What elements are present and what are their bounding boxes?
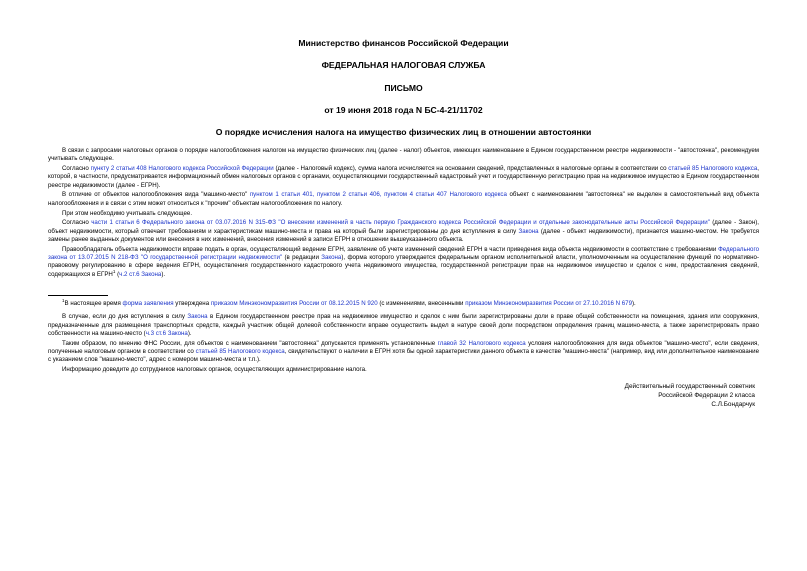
paragraph-9: Информацию доведите до сотрудников налоговых органов, осуществляющих администрирование налога. bbox=[62, 366, 367, 374]
link-law[interactable]: Закона bbox=[187, 313, 208, 321]
paragraph-1: В связи с запросами налоговых органов о порядке налогообложения налогом на имущество физических лиц (далее - налог) объектов, имеющих наименование в Едином государственном реестре недвижимости - "автостоянка", рекомендуем учитывать следующее. bbox=[48, 147, 759, 163]
link-order-679[interactable]: приказом Минэкономразвития России от 27.10.2016 N 679 bbox=[465, 299, 632, 307]
signature-title-1: Действительный государственный советник bbox=[624, 383, 755, 391]
link-law-218fz[interactable]: Федерального закона от 13.07.2015 N 218-ФЗ "О государственной регистрации недвижимости" bbox=[48, 245, 759, 262]
link-application-form[interactable]: форма заявления bbox=[122, 299, 174, 307]
service-title: ФЕДЕРАЛЬНАЯ НАЛОГОВАЯ СЛУЖБА bbox=[321, 60, 486, 70]
text: (далее - Налоговый кодекс), сумма налога исчисляется на основании сведений, представленных в налоговые органы в соответствии со bbox=[273, 165, 669, 173]
link-law[interactable]: Закона bbox=[321, 254, 342, 262]
link-law[interactable]: Закона bbox=[518, 227, 539, 235]
link-art401-406-407[interactable]: пунктом 1 статьи 401, пунктом 2 статьи 406, пунктом 4 статьи 407 Налогового кодекса bbox=[249, 191, 507, 199]
link-art85[interactable]: статьей 85 Налогового кодекса bbox=[195, 347, 285, 355]
ministry-title: Министерство финансов Российской Федерации bbox=[298, 38, 509, 48]
text: ), форма которого утверждается федеральным органом исполнительной власти, уполномоченным на осуществление функций по нормативно-правовому регулированию в сфере ведения ЕГРН, осуществления государственного кадастрового учета недвижимого имущества, государственной регистрации прав на недвижимое имущество и сделок с ним, предоставления сведений, содержащихся в ЕГРН bbox=[48, 254, 759, 278]
text: утверждена bbox=[173, 299, 211, 307]
doc-date-number: от 19 июня 2018 года N БС-4-21/11702 bbox=[324, 105, 483, 115]
signature-title-2: Российской Федерации 2 класса bbox=[658, 392, 755, 400]
text: объект с наименованием "автостоянка" не выделен в самостоятельный вид объекта налогообложения и в связи с этим может относиться к "прочим" объектам налогообложения по налогу. bbox=[48, 191, 760, 207]
text: Согласно bbox=[62, 219, 92, 227]
text: ). bbox=[161, 270, 166, 278]
doc-subject: О порядке исчисления налога на имущество физических лиц в отношении автостоянки bbox=[215, 127, 592, 137]
signature-name: С.Л.Бондарчук bbox=[711, 401, 755, 409]
text: Таким образом, по мнению ФНС России, для объектов с наименованием "автостоянка" допускается применять установленные bbox=[62, 339, 438, 347]
footnote-number: 1 bbox=[62, 297, 65, 303]
link-art85[interactable]: статьей 85 Налогового кодекса bbox=[668, 165, 758, 173]
text: , которой, в частности, предусматривается информационный обмен налоговых органов с органами, осуществляющими государственный кадастровый учет и государственную регистрацию прав на недвижимое имущество в Едином государственном реестре недвижимости (далее - ЕГРН). bbox=[48, 165, 759, 189]
link-ch3-st6[interactable]: ч.3 ст.6 Закона bbox=[145, 329, 188, 337]
text: (далее - объект недвижимости), признается машино-местом. Не требуется замены ранее выданных документов или внесения в них изменений, внесения изменений в записи ЕГРН в отношении вышеуказанного объекта. bbox=[48, 227, 759, 243]
paragraph-2 bbox=[48, 165, 759, 190]
text: ). bbox=[632, 299, 636, 307]
paragraph-7 bbox=[48, 313, 759, 338]
text: (в редакции bbox=[282, 254, 322, 262]
link-chapter-32[interactable]: главой 32 Налогового кодекса bbox=[437, 339, 526, 347]
doc-type-title: ПИСЬМО bbox=[384, 83, 423, 93]
text: Согласно bbox=[62, 165, 91, 173]
text: условия налогообложения для вида объектов "машино-место", если сведения, полученные налоговым органом в соответствии со bbox=[48, 339, 759, 355]
text: (далее - Закон), объект недвижимости, который отвечает требованиям и характеристикам машино-места и права на который были зарегистрированы до дня вступления в силу bbox=[48, 219, 759, 235]
paragraph-8 bbox=[48, 340, 759, 365]
paragraph-3 bbox=[48, 191, 759, 208]
footnote-separator bbox=[48, 295, 108, 296]
text: В случае, если до дня вступления в силу bbox=[62, 313, 188, 321]
text: в Едином государственном реестре прав на недвижимое имущество и сделок с ним были зарегистрированы доли в праве общей собственности на помещения, здания или сооружения, предназначенные для размещения транспортных средств, каждый участник общей долевой собственности вправе осуществить выдел в натуре своей доли посредством определения границ машино-места, а также зарегистрировать право собственности на машино-место ( bbox=[48, 313, 759, 337]
signature-block bbox=[48, 382, 759, 409]
text: В настоящее время bbox=[64, 299, 123, 307]
paragraph-4: При этом необходимо учитывать следующее. bbox=[62, 209, 193, 217]
link-art408-p2[interactable]: пункту 2 статьи 408 Налогового кодекса Российской Федерации bbox=[90, 165, 274, 173]
footnote-ref[interactable]: 1 bbox=[112, 268, 116, 274]
text: Правообладатель объекта недвижимости вправе подать в орган, осуществляющий ведение ЕГРН, заявление об учете изменений сведений ЕГРН в части приведения вида объекта недвижимости в соответствие с требованиями bbox=[62, 245, 719, 253]
text: ( bbox=[115, 270, 120, 278]
footnote bbox=[48, 297, 759, 308]
paragraph-5 bbox=[48, 219, 759, 244]
link-law-315fz[interactable]: части 1 статьи 6 Федерального закона от 03.07.2016 N 315-ФЗ "О внесении изменений в часть первую Гражданского кодекса Российской Федерации и отдельные законодательные акты Российской Федерации" bbox=[91, 219, 710, 227]
link-order-920[interactable]: приказом Минэкономразвития России от 08.12.2015 N 920 bbox=[210, 299, 378, 307]
text: (с изменениями, внесенными bbox=[377, 299, 466, 307]
text: ). bbox=[187, 329, 192, 337]
link-ch2-st6[interactable]: ч.2 ст.6 Закона bbox=[119, 270, 162, 278]
text: , свидетельствуют о наличии в ЕГРН хотя бы одной характеристики данного объекта в качестве "машино-места" (например, вид или дополнительное наименование с указанием слов "машино-место", адрес с номером машино-места и т.п.). bbox=[48, 347, 759, 364]
text: В отличие от объектов налогообложения вида "машино-место" bbox=[62, 191, 250, 199]
paragraph-6 bbox=[48, 246, 759, 279]
